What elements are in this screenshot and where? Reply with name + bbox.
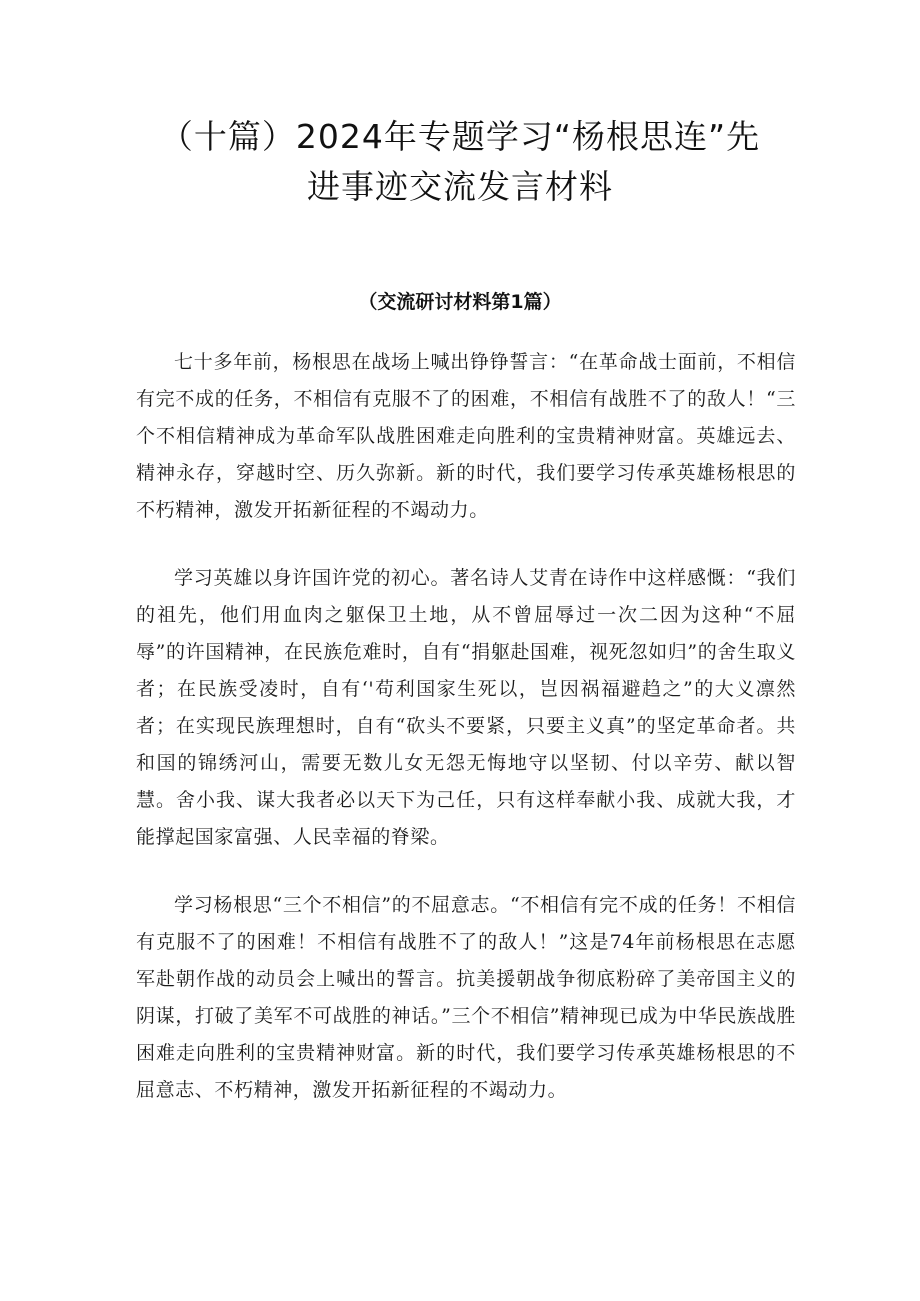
document-body (136, 344, 796, 1140)
title-line-2: 进事迹交流发言材料 (307, 167, 613, 206)
section-subtitle: （交流研讨材料第1篇） (358, 291, 562, 313)
document-title (120, 112, 800, 212)
paragraph-1: 七十多年前，杨根思在战场上喊出铮铮誓言：“在革命战士面前，不相信有完不成的任务，不相信有克服不了的困难，不相信有战胜不了的敌人！“三个不相信精神成为革命军队战胜困难走向胜利的宝贵精神财富。英雄远去、精神永存，穿越时空、历久弥新。新的时代，我们要学习传承英雄杨根思的不朽精神，激发开拓新征程的不竭动力。 (136, 351, 796, 521)
title-line-1: （十篇）2024年专题学习“杨根思连”先 (159, 117, 761, 156)
paragraph-3: 学习杨根思“三个不相信”的不屈意志。“不相信有完不成的任务！不相信有克服不了的困难！不相信有战胜不了的敌人！”这是74年前杨根思在志愿军赴朝作战的动员会上喊出的誓言。抗美援朝战争彻底粉碎了美帝国主义的阴谋，打破了美军不可战胜的神话。”三个不相信”精神现已成为中华民族战胜困难走向胜利的宝贵精神财富。新的时代，我们要学习传承英雄杨根思的不屈意志、不朽精神，激发开拓新征程的不竭动力。 (136, 894, 796, 1101)
paragraph-2: 学习英雄以身许国许党的初心。著名诗人艾青在诗作中这样感慨：“我们的祖先，他们用血肉之躯保卫土地，从不曾屈辱过一次二因为这种“不屈辱”的许国精神，在民族危难时，自有“捐躯赴国难，视死忽如归”的舍生取义者；在民族受凌时，自有‘'苟利国家生死以，岂因祸福避趋之”的大义凛然者；在实现民族理想时，自有“砍头不要紧，只要主义真”的坚定革命者。共和国的锦绣河山，需要无数儿女无怨无悔地守以坚韧、付以辛劳、献以智慧。舍小我、谋大我者必以天下为己任，只有这样奉献小我、成就大我，才能撑起国家富强、人民幸福的脊梁。 (136, 567, 796, 848)
